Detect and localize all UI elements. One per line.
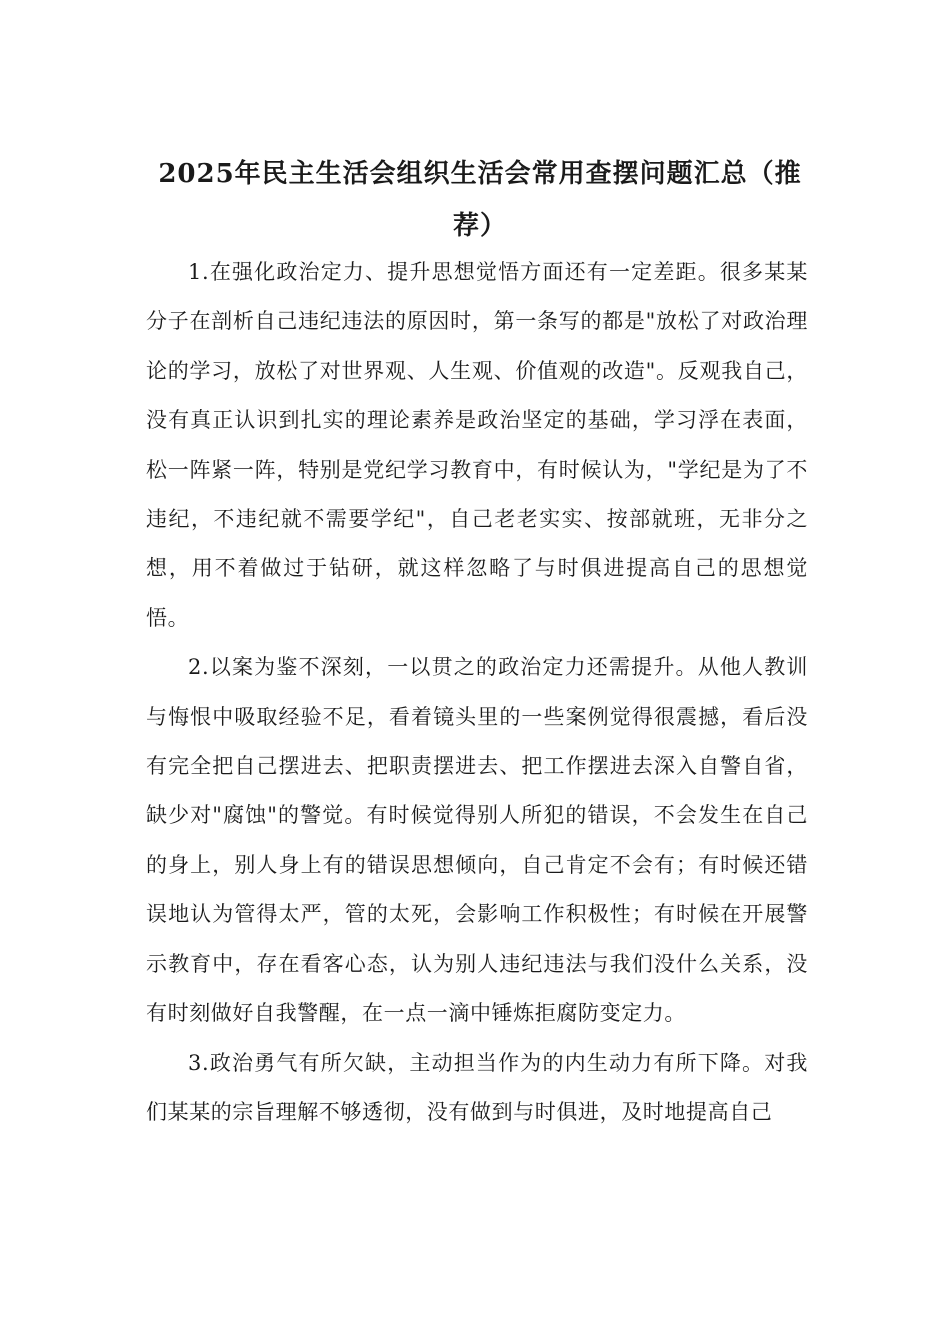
document-body: [146, 248, 808, 1137]
paragraph-3: 3.政治勇气有所欠缺，主动担当作为的内生动力有所下降。对我们某某的宗旨理解不够透彻，没有做到与时俱进，及时地提高自己: [146, 1050, 808, 1124]
paragraph-1: 1.在强化政治定力、提升思想觉悟方面还有一定差距。很多某某分子在剖析自己违纪违法的原因时，第一条写的都是"放松了对政治理论的学习，放松了对世界观、人生观、价值观的改造"。反观我自己，没有真正认识到扎实的理论素养是政治坚定的基础，学习浮在表面，松一阵紧一阵，特别是党纪学习教育中，有时候认为，"学纪是为了不违纪，不违纪就不需要学纪"，自己老老实实、按部就班，无非分之想，用不着做过于钻研，就这样忽略了与时俱进提高自己的思想觉悟。: [146, 260, 808, 630]
document-title: 2025年民主生活会组织生活会常用查摆问题汇总（推荐）: [158, 159, 802, 241]
paragraph-2: 2.以案为鉴不深刻，一以贯之的政治定力还需提升。从他人教训与悔恨中吸取经验不足，看着镜头里的一些案例觉得很震撼，看后没有完全把自己摆进去、把职责摆进去、把工作摆进去深入自警自省，缺少对"腐蚀"的警觉。有时候觉得别人所犯的错误，不会发生在自己的身上，别人身上有的错误思想倾向，自己肯定不会有；有时候还错误地认为管得太严，管的太死，会影响工作积极性；有时候在开展警示教育中，存在看客心态，认为别人违纪违法与我们没什么关系，没有时刻做好自我警醒，在一点一滴中锤炼拒腐防变定力。: [146, 655, 808, 1026]
